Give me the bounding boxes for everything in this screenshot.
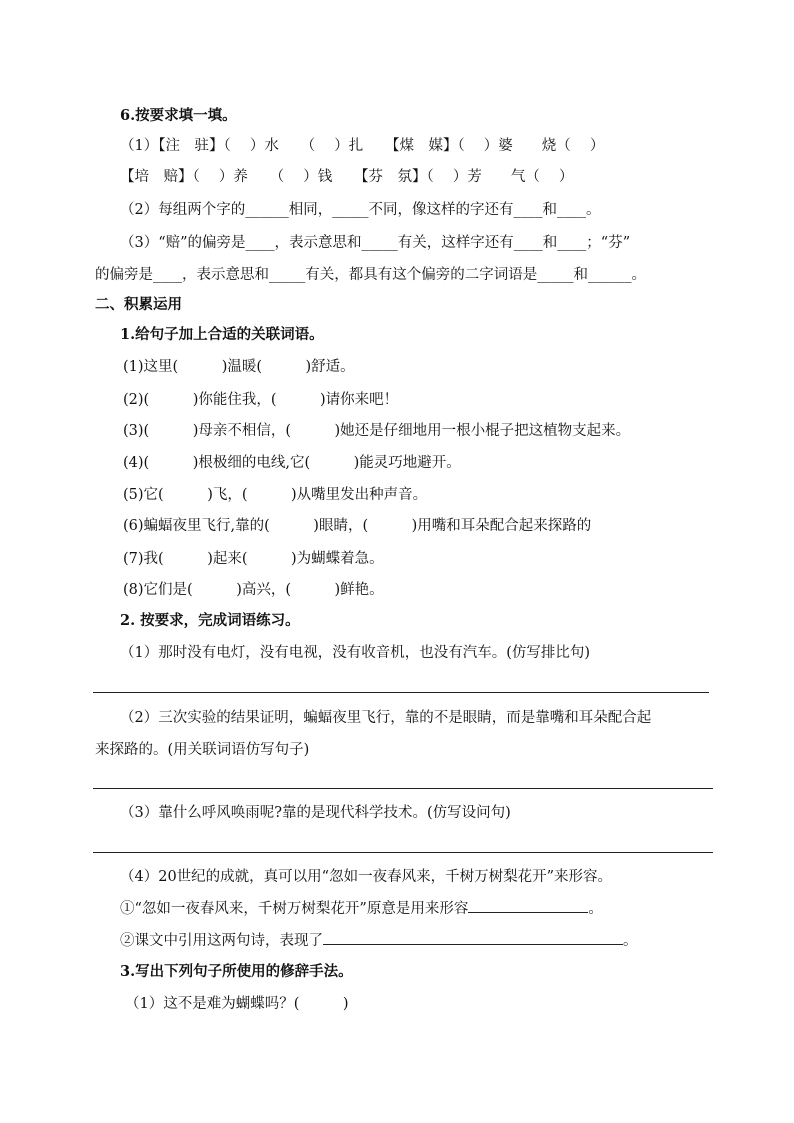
- q2-part4b: [120, 930, 638, 951]
- answer-line[interactable]: [93, 692, 709, 693]
- q6-row5: 的偏旁是____，表示意思和_____有关，都具有这个偏旁的二字词语是_____和______。: [95, 267, 646, 283]
- period: 。: [588, 901, 603, 917]
- q2-part2-cont: 来探路的。(用关联词语仿写句子): [95, 742, 310, 758]
- q3-part1: （1）这不是难为蝴蝶吗？( ): [125, 996, 349, 1012]
- q2-part4: （4）20世纪的成就，真可以用“忽如一夜春风来，千树万树梨花开”来形容。: [120, 869, 612, 885]
- q2-part4a-text: ①“忽如一夜春风来，千树万树梨花开”原意是用来形容: [120, 901, 469, 917]
- period: 。: [623, 933, 638, 949]
- q1-item: (8)它们是( )高兴，( )鲜艳。: [123, 582, 384, 598]
- q2-part4a: [120, 898, 603, 919]
- q1-item: (5)它( )飞，( )从嘴里发出种声音。: [123, 487, 428, 503]
- answer-blank[interactable]: [323, 930, 623, 945]
- answer-line[interactable]: [93, 788, 713, 789]
- q6-row3: （2）每组两个字的______相同，_____不同，像这样的字还有____和____。: [120, 202, 601, 218]
- q6-title: 6.按要求填一填。: [120, 107, 237, 124]
- q1-item: (6)蝙蝠夜里飞行,靠的( )眼睛，( )用嘴和耳朵配合起来探路的: [123, 518, 592, 534]
- answer-blank[interactable]: [468, 898, 588, 913]
- q2-part1: （1）那时没有电灯，没有电视，没有收音机，也没有汽车。(仿写排比句): [120, 645, 591, 661]
- q6-row2: 【培 赔】（ ）养 （ ）钱 【芬 氛】（ ）芳 气（ ）: [120, 169, 574, 185]
- q2-part4b-text: ②课文中引用这两句诗，表现了: [120, 933, 323, 949]
- q3-title: 3.写出下列句子所使用的修辞手法。: [120, 963, 353, 980]
- answer-line[interactable]: [93, 852, 713, 853]
- q1-item: (7)我( )起来( )为蝴蝶着急。: [123, 551, 384, 567]
- q6-row4: （3）“赔”的偏旁是____，表示意思和_____有关，这样字还有____和____；“芬”: [120, 235, 631, 251]
- q1-item: (2)( )你能住我，( )请你来吧！: [123, 392, 399, 408]
- q2-part3: （3）靠什么呼风唤雨呢?靠的是现代科学技术。(仿写设问句): [120, 805, 511, 821]
- q1-item: (3)( )母亲不相信，( )她还是仔细地用一根小棍子把这植物支起来。: [123, 423, 631, 439]
- q6-row1: （1）【注 驻】（ ）水 （ ）扎 【煤 媒】（ ）婆 烧（ ）: [120, 138, 605, 154]
- q2-title: 2. 按要求，完成词语练习。: [120, 612, 300, 629]
- section-heading: 二、积累运用: [95, 296, 182, 313]
- q1-item: (4)( )根极细的电线,它( )能灵巧地避开。: [123, 455, 461, 471]
- q1-item: (1)这里( )温暖( )舒适。: [123, 359, 355, 375]
- q1-title: 1.给句子加上合适的关联词语。: [120, 326, 324, 343]
- q2-part2: （2）三次实验的结果证明，蝙蝠夜里飞行，靠的不是眼睛，而是靠嘴和耳朵配合起: [120, 710, 652, 726]
